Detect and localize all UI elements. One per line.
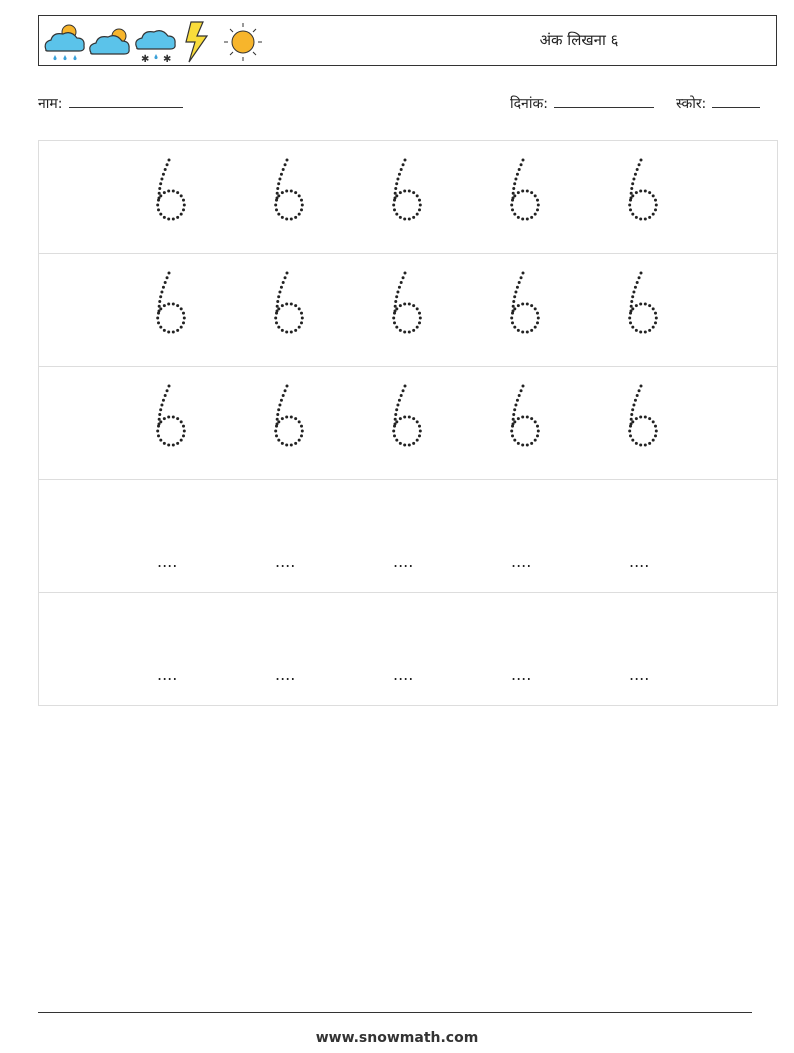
traced-digit[interactable]	[265, 367, 325, 480]
blank-writing-cell[interactable]	[501, 593, 561, 706]
sun-icon	[224, 23, 262, 61]
dotted-six-glyph	[501, 141, 561, 254]
traced-digit[interactable]	[501, 367, 561, 480]
blank-writing-cell[interactable]	[383, 480, 443, 593]
placeholder-dots: ....	[275, 552, 296, 571]
footer-website: www.snowmath.com	[315, 1030, 479, 1046]
header-box	[38, 15, 777, 66]
score-field[interactable]	[676, 93, 760, 113]
dotted-six-glyph	[383, 141, 443, 254]
dotted-six-glyph	[501, 254, 561, 367]
blank-writing-cell[interactable]	[147, 480, 207, 593]
worksheet-row	[39, 480, 777, 593]
date-label: दिनांक:	[510, 96, 548, 112]
traced-digit[interactable]	[147, 254, 207, 367]
date-field[interactable]	[510, 93, 654, 113]
traced-digit[interactable]	[383, 254, 443, 367]
blank-writing-cell[interactable]	[619, 593, 679, 706]
traced-digit[interactable]	[265, 141, 325, 254]
blank-writing-cell[interactable]	[265, 593, 325, 706]
weather-icons	[41, 20, 271, 64]
traced-digit[interactable]	[147, 141, 207, 254]
worksheet-row	[39, 141, 777, 254]
date-line[interactable]	[554, 93, 654, 108]
score-line[interactable]	[712, 93, 760, 108]
worksheet-title: अंक लिखना ६	[539, 31, 619, 49]
traced-digit[interactable]	[501, 141, 561, 254]
traced-digit[interactable]	[383, 367, 443, 480]
dotted-six-glyph	[619, 367, 679, 480]
worksheet-row	[39, 593, 777, 706]
name-label: नाम:	[38, 96, 63, 112]
footer-rule	[38, 1012, 752, 1013]
blank-writing-cell[interactable]	[501, 480, 561, 593]
cloud-snow-rain-icon	[136, 31, 175, 64]
dotted-six-glyph	[147, 141, 207, 254]
dotted-six-glyph	[619, 254, 679, 367]
traced-digit[interactable]	[265, 254, 325, 367]
traced-digit[interactable]	[383, 141, 443, 254]
traced-digit[interactable]	[619, 367, 679, 480]
score-label: स्कोर:	[676, 96, 707, 112]
placeholder-dots: ....	[393, 552, 414, 571]
blank-writing-cell[interactable]	[383, 593, 443, 706]
placeholder-dots: ....	[275, 665, 296, 684]
dotted-six-glyph	[383, 254, 443, 367]
lightning-icon	[186, 22, 207, 62]
name-field[interactable]	[38, 93, 183, 113]
dotted-six-glyph	[147, 254, 207, 367]
worksheet-row	[39, 367, 777, 480]
traced-digit[interactable]	[619, 254, 679, 367]
placeholder-dots: ....	[511, 665, 532, 684]
dotted-six-glyph	[383, 367, 443, 480]
dotted-six-glyph	[265, 367, 325, 480]
cloud-sun-rain-icon	[45, 25, 84, 60]
placeholder-dots: ....	[629, 665, 650, 684]
traced-digit[interactable]	[501, 254, 561, 367]
placeholder-dots: ....	[629, 552, 650, 571]
dotted-six-glyph	[619, 141, 679, 254]
dotted-six-glyph	[501, 367, 561, 480]
dotted-six-glyph	[147, 367, 207, 480]
placeholder-dots: ....	[511, 552, 532, 571]
blank-writing-cell[interactable]	[619, 480, 679, 593]
practice-grid	[38, 140, 778, 706]
blank-writing-cell[interactable]	[147, 593, 207, 706]
placeholder-dots: ....	[157, 552, 178, 571]
traced-digit[interactable]	[619, 141, 679, 254]
svg-text:✱: ✱	[141, 54, 150, 64]
blank-writing-cell[interactable]	[265, 480, 325, 593]
dotted-six-glyph	[265, 254, 325, 367]
cloud-sun-icon	[90, 29, 129, 54]
name-line[interactable]	[69, 93, 183, 108]
traced-digit[interactable]	[147, 367, 207, 480]
placeholder-dots: ....	[157, 665, 178, 684]
svg-text:✱: ✱	[163, 54, 172, 64]
dotted-six-glyph	[265, 141, 325, 254]
placeholder-dots: ....	[393, 665, 414, 684]
worksheet-row	[39, 254, 777, 367]
